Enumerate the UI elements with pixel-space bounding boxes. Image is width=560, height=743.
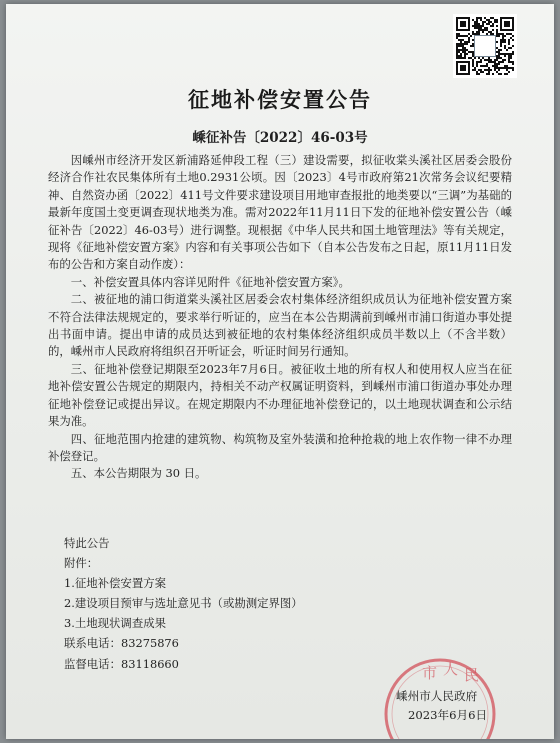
notice-page [6, 4, 554, 739]
contact-phone: 联系电话：83275876 [64, 636, 179, 650]
intro-paragraph: 因嵊州市经济开发区新浦路延伸段工程（三）建设需要，拟征收棠头溪社区居委会股份经济合作社农民集体所有土地0.2931公顷。因〔2023〕4号市政府第21次常务会议纪要精神、自然资办函〔2022〕411号文件要求建设项目用地审查报批的地类要以“三调”为基础的最新年度国土变更调查现状地类为准。需对2022年11月11日下发的征地补偿安置公告（嵊征补告〔2022〕46-03号）进行调整。现根据《中华人民共和国土地管理法》等有关规定，现将《征地补偿安置方案》内容和有关事项公告如下（自本公告发布之日起，原11月11日发布的公告和方案自动作废）： [48, 153, 512, 272]
issue-date: 2023年6月6日 [408, 708, 488, 722]
page-title: 征地补偿安置公告 [188, 87, 372, 112]
svg-text:民: 民 [464, 666, 480, 684]
item-3-paragraph: 三、征地补偿登记期限至2023年7月6日。被征收土地的所有权人和使用权人应当在征地补偿安置公告规定的期限内，持相关不动产权属证明资料，到嵊州市浦口街道办事处办理征地补偿登记或提出异议。在规定期限内不办理征地补偿登记的，以土地现状调查和公示结果为准。 [48, 361, 512, 429]
document-number: 嵊征补告〔2022〕46-03号 [192, 130, 368, 146]
notice-body [48, 152, 512, 483]
item-5-paragraph: 五、本公告期限为 30 日。 [70, 466, 207, 481]
attachment-item: 2.建设项目预审与选址意见书（或勘测定界图） [64, 596, 303, 610]
qr-code-icon [453, 14, 517, 78]
attachment-item: 3.土地现状调查成果 [64, 616, 166, 630]
item-4-paragraph: 四、征地范围内抢建的建筑物、构筑物及室外装潢和抢种抢栽的地上农作物一律不办理补偿登记。 [48, 431, 512, 463]
item-2-paragraph: 二、被征地的浦口街道棠头溪社区居委会农村集体经济组织成员认为征地补偿安置方案不符合法律法规规定的，要求举行听证的，应当在本公告期满前到嵊州市浦口街道办事处提出书面申请。提出申请的成员达到被征地的农村集体经济组织成员半数以上（不含半数）的，嵊州市人民政府将组织召开听证会，听证时间另行通知。 [48, 292, 512, 359]
svg-text:人: 人 [443, 660, 459, 678]
issuing-authority: 嵊州市人民政府 [396, 689, 478, 703]
attachments-label: 附件： [64, 556, 99, 570]
closing-text: 特此公告 [64, 536, 110, 550]
svg-text:市: 市 [422, 664, 438, 682]
qr-center-logo [474, 35, 496, 57]
item-1-paragraph: 一、补偿安置具体内容详见附件《征地补偿安置方案》。 [70, 274, 350, 289]
supervision-phone: 监督电话：83118660 [64, 657, 179, 671]
attachment-item: 1.征地补偿安置方案 [64, 576, 166, 590]
